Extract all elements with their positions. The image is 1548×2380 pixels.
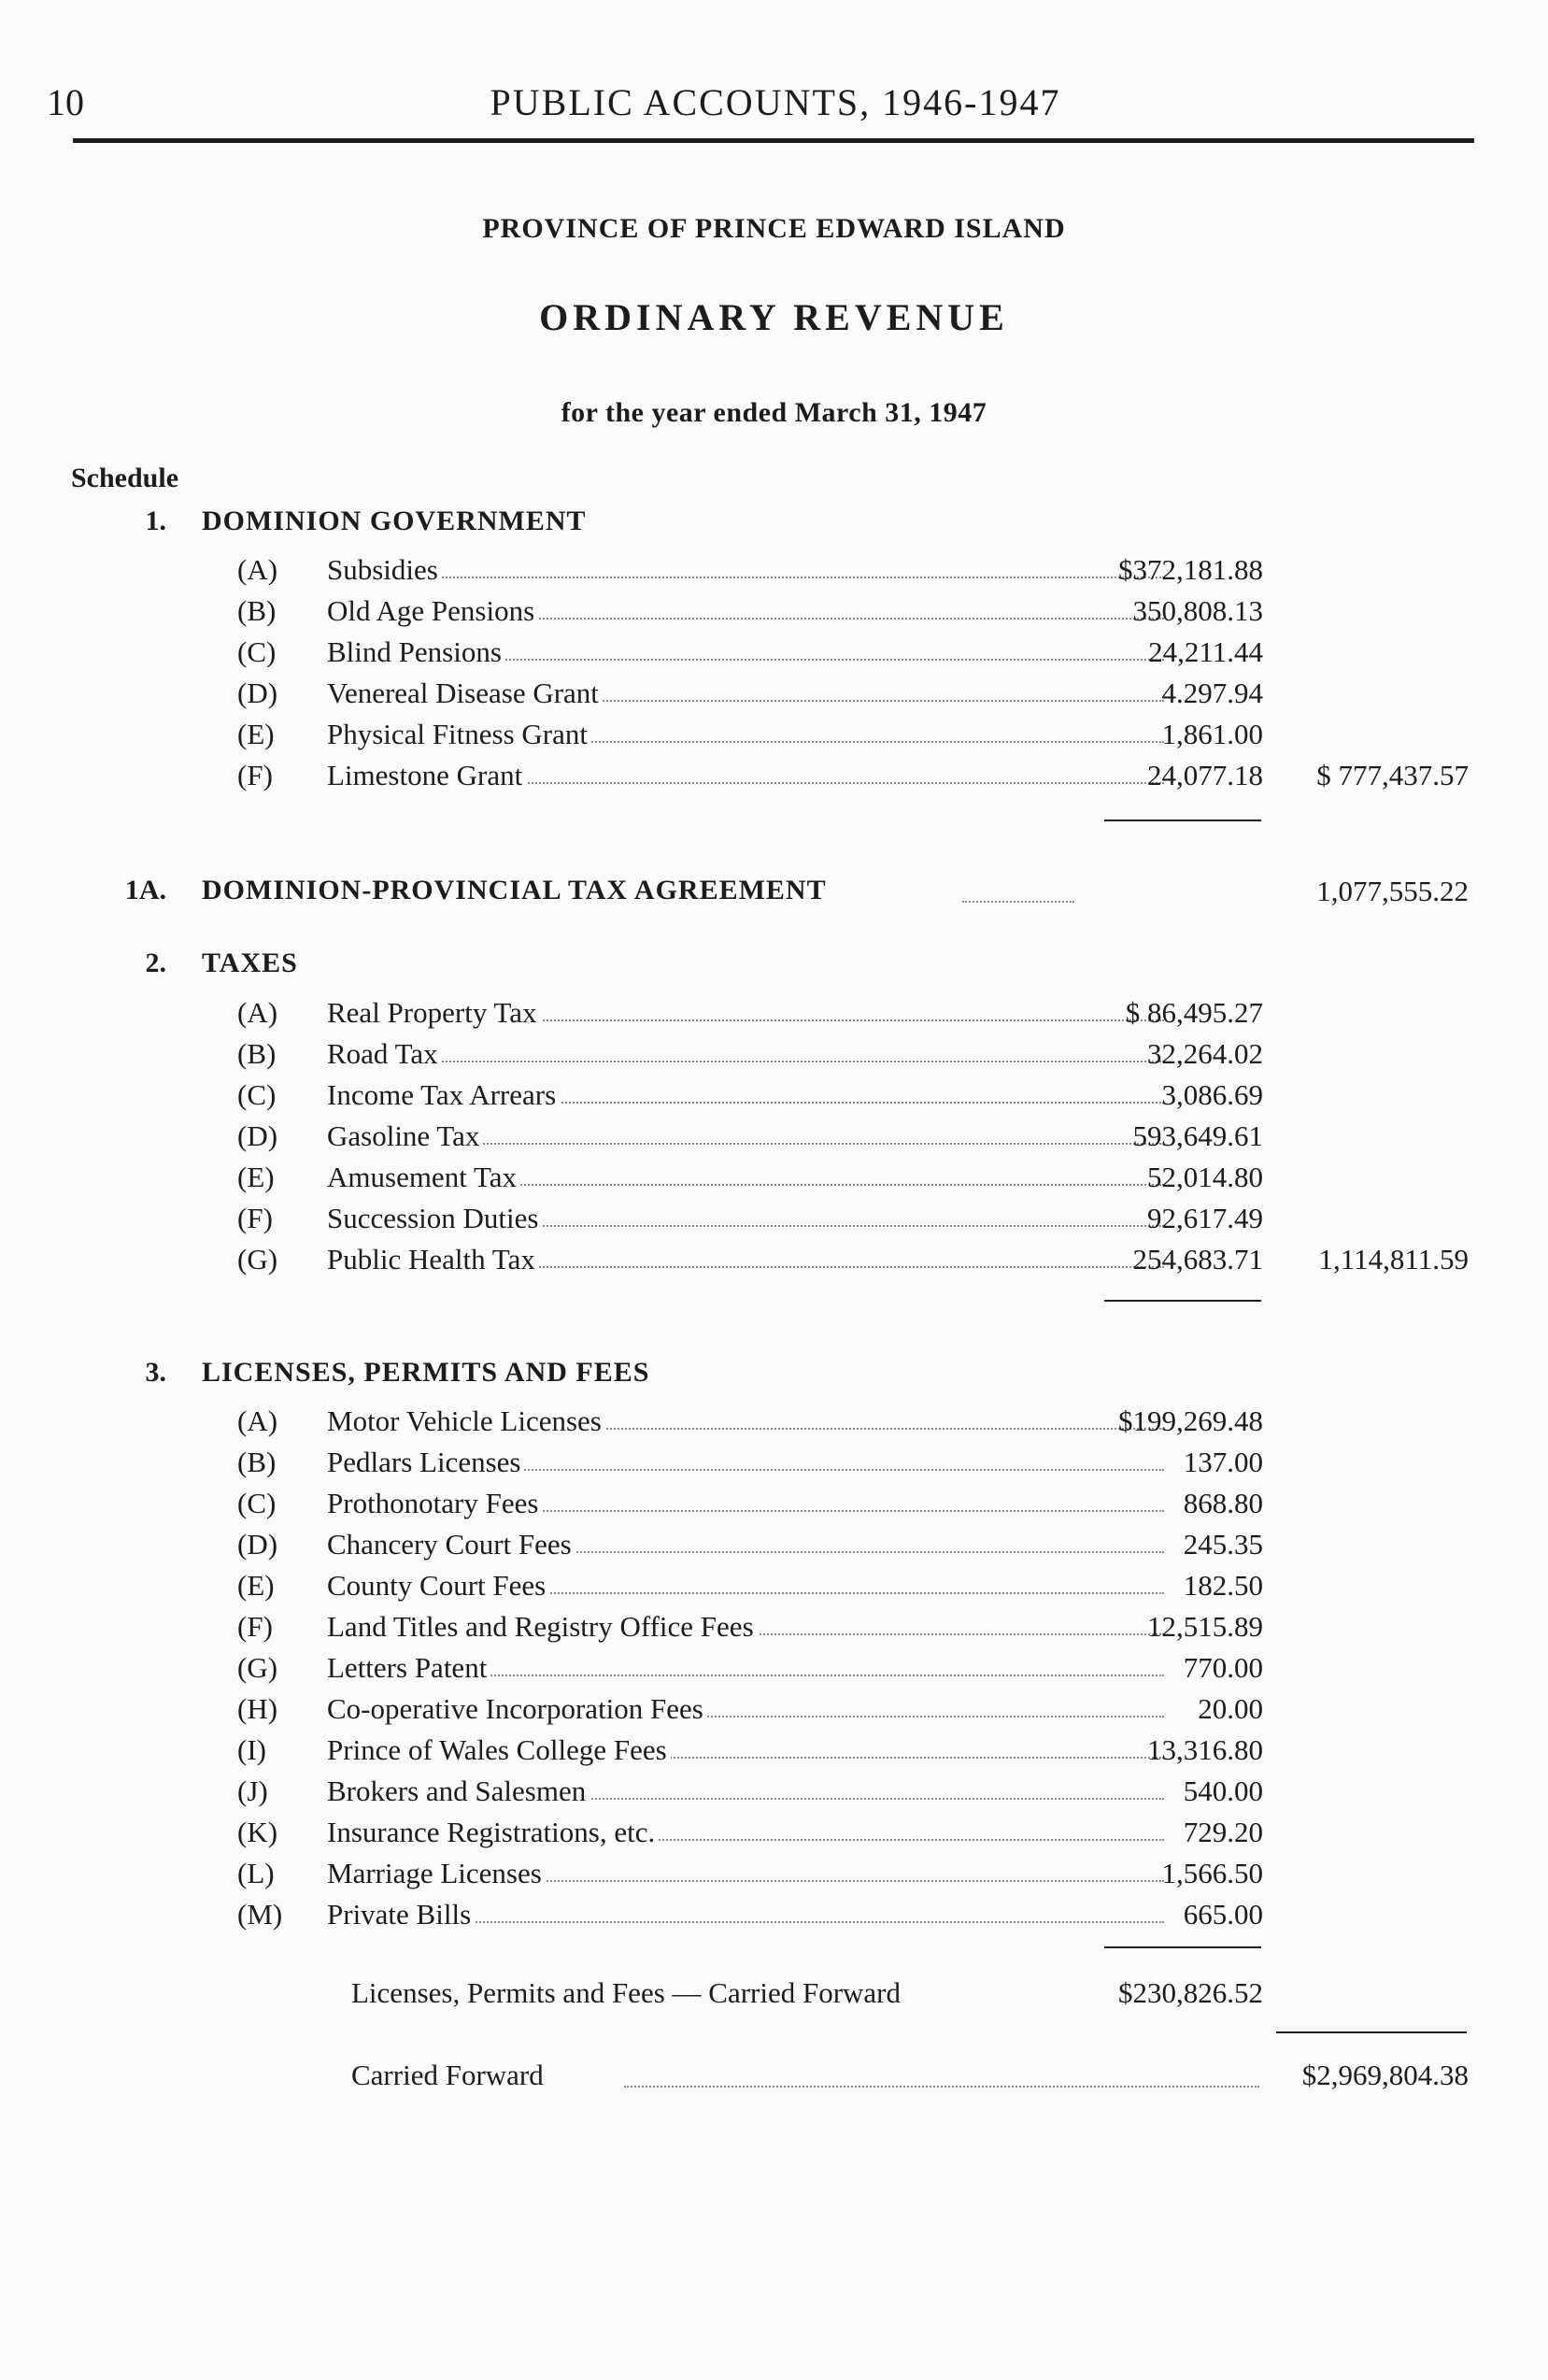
line-item — [237, 759, 1172, 796]
item-label: Limestone Grant — [327, 759, 526, 791]
item-amount: 20.00 — [1198, 1692, 1263, 1725]
item-label: Marriage Licenses — [327, 1857, 546, 1889]
item-amount: 254,683.71 — [1132, 1243, 1263, 1276]
item-letter: (H) — [237, 1692, 278, 1725]
line-item — [237, 594, 1172, 632]
section-title: DOMINION-PROVINCIAL TAX AGREEMENT — [202, 875, 827, 905]
schedule-label: Schedule — [71, 463, 179, 493]
item-amount: 182.50 — [1183, 1569, 1263, 1602]
period-subtitle: for the year ended March 31, 1947 — [561, 397, 987, 428]
item-amount: 1,566.50 — [1161, 1857, 1263, 1889]
item-label: County Court Fees — [327, 1569, 549, 1602]
line-item — [237, 1651, 1172, 1689]
line-item — [237, 1610, 1172, 1647]
line-item — [237, 1816, 1172, 1853]
line-item — [237, 1733, 1172, 1771]
line-item — [237, 718, 1172, 755]
item-label: Old Age Pensions — [327, 594, 538, 627]
item-amount: 245.35 — [1183, 1528, 1263, 1561]
line-item — [237, 1404, 1172, 1442]
province-heading: PROVINCE OF PRINCE EDWARD ISLAND — [482, 213, 1066, 244]
section-title: TAXES — [202, 948, 298, 978]
section-total: 1,114,811.59 — [1318, 1243, 1469, 1276]
line-item — [237, 1078, 1172, 1116]
item-letter: (A) — [237, 1404, 278, 1437]
item-amount: $199,269.48 — [1118, 1404, 1263, 1437]
item-amount: 13,316.80 — [1147, 1733, 1263, 1766]
item-letter: (F) — [237, 759, 273, 791]
subtotal-label: Licenses, Permits and Fees — Carried Forward — [351, 1976, 902, 2009]
item-amount: 24,077.18 — [1147, 759, 1263, 791]
section-number: 1. — [145, 506, 166, 536]
item-amount: 24,211.44 — [1148, 635, 1263, 668]
item-letter: (D) — [237, 1119, 278, 1152]
line-item — [237, 1243, 1172, 1280]
item-letter: (A) — [237, 996, 278, 1029]
item-amount: 350,808.13 — [1132, 594, 1263, 627]
item-amount: 868.80 — [1183, 1487, 1263, 1519]
item-letter: (G) — [237, 1651, 278, 1684]
line-item — [237, 1487, 1172, 1524]
line-item — [237, 1202, 1172, 1239]
item-label: Venereal Disease Grant — [327, 677, 603, 709]
item-letter: (C) — [237, 1078, 277, 1111]
item-letter: (K) — [237, 1816, 278, 1848]
item-label: Subsidies — [327, 553, 442, 586]
item-label: Insurance Registrations, etc. — [327, 1816, 659, 1848]
line-item — [237, 1161, 1172, 1198]
item-label: Income Tax Arrears — [327, 1078, 560, 1111]
item-letter: (B) — [237, 594, 277, 627]
line-item — [237, 1774, 1172, 1812]
item-label: Public Health Tax — [327, 1243, 539, 1276]
item-letter: (M) — [237, 1898, 283, 1931]
line-item — [237, 677, 1172, 714]
item-amount: 593,649.61 — [1132, 1119, 1263, 1152]
item-letter: (C) — [237, 635, 277, 668]
item-amount: 540.00 — [1183, 1774, 1263, 1807]
page-number: 10 — [47, 81, 84, 123]
page-title: ORDINARY REVENUE — [539, 296, 1009, 338]
item-label: Amusement Tax — [327, 1161, 520, 1193]
line-item — [237, 1857, 1172, 1894]
carried-forward-amount: $2,969,804.38 — [1301, 2059, 1469, 2091]
section-number: 3. — [145, 1357, 166, 1388]
item-label: Prothonotary Fees — [327, 1487, 542, 1519]
item-label: Pedlars Licenses — [327, 1446, 524, 1478]
line-item — [237, 1569, 1172, 1606]
dot-leader — [624, 2086, 1259, 2088]
header-rule — [73, 138, 1474, 143]
running-title: PUBLIC ACCOUNTS, 1946-1947 — [490, 81, 1061, 123]
subtotal-rule — [1104, 819, 1261, 821]
item-letter: (E) — [237, 1569, 275, 1602]
item-letter: (L) — [237, 1857, 275, 1889]
line-item — [237, 635, 1172, 673]
item-amount: 665.00 — [1183, 1898, 1263, 1931]
line-item — [237, 1037, 1172, 1075]
item-label: Road Tax — [327, 1037, 442, 1070]
item-label: Brokers and Salesmen — [327, 1774, 589, 1807]
item-letter: (E) — [237, 1161, 275, 1193]
item-amount: 32,264.02 — [1147, 1037, 1263, 1070]
subtotal-rule — [1104, 1946, 1261, 1948]
item-amount: $ 86,495.27 — [1125, 996, 1263, 1029]
section-title: DOMINION GOVERNMENT — [202, 506, 587, 536]
section-number: 2. — [145, 948, 166, 978]
item-label: Co-operative Incorporation Fees — [327, 1692, 707, 1725]
item-amount: 12,515.89 — [1147, 1610, 1263, 1643]
section-total: $ 777,437.57 — [1316, 759, 1469, 791]
total-rule — [1276, 2031, 1467, 2033]
item-amount: 770.00 — [1183, 1651, 1263, 1684]
item-amount: 3,086.69 — [1161, 1078, 1263, 1111]
item-letter: (D) — [237, 677, 278, 709]
item-label: Letters Patent — [327, 1651, 490, 1684]
item-amount: 4.297.94 — [1161, 677, 1263, 709]
item-letter: (G) — [237, 1243, 278, 1276]
item-label: Real Property Tax — [327, 996, 541, 1029]
line-item — [237, 553, 1172, 591]
section-total: 1,077,555.22 — [1316, 875, 1469, 907]
item-label: Physical Fitness Grant — [327, 718, 591, 750]
subtotal-rule — [1104, 1300, 1261, 1302]
item-letter: (A) — [237, 553, 278, 586]
item-letter: (B) — [237, 1446, 277, 1478]
item-amount: 1,861.00 — [1161, 718, 1263, 750]
item-label: Land Titles and Registry Office Fees — [327, 1610, 758, 1643]
carried-forward-label: Carried Forward — [351, 2059, 544, 2091]
item-letter: (I) — [237, 1733, 266, 1766]
item-letter: (E) — [237, 718, 275, 750]
item-amount: 92,617.49 — [1147, 1202, 1263, 1234]
item-label: Succession Duties — [327, 1202, 542, 1234]
item-amount: 52,014.80 — [1147, 1161, 1263, 1193]
item-label: Motor Vehicle Licenses — [327, 1404, 605, 1437]
line-item — [237, 1528, 1172, 1565]
line-item — [237, 1119, 1172, 1157]
item-label: Blind Pensions — [327, 635, 505, 668]
item-letter: (J) — [237, 1774, 268, 1807]
line-item — [237, 1446, 1172, 1483]
line-item — [237, 1898, 1172, 1935]
item-label: Gasoline Tax — [327, 1119, 483, 1152]
section-number: 1A. — [124, 875, 166, 905]
item-letter: (D) — [237, 1528, 278, 1561]
item-label: Prince of Wales College Fees — [327, 1733, 671, 1766]
item-amount: 137.00 — [1183, 1446, 1263, 1478]
subtotal-amount: $230,826.52 — [1118, 1976, 1263, 2009]
item-letter: (C) — [237, 1487, 277, 1519]
item-amount: 729.20 — [1183, 1816, 1263, 1848]
line-item — [237, 996, 1172, 1033]
item-letter: (F) — [237, 1610, 273, 1643]
item-label: Chancery Court Fees — [327, 1528, 575, 1561]
line-item — [237, 1692, 1172, 1730]
dot-leader — [962, 901, 1074, 903]
item-amount: $372,181.88 — [1118, 553, 1263, 586]
item-label: Private Bills — [327, 1898, 475, 1931]
item-letter: (B) — [237, 1037, 277, 1070]
section-title: LICENSES, PERMITS AND FEES — [202, 1357, 650, 1388]
item-letter: (F) — [237, 1202, 273, 1234]
